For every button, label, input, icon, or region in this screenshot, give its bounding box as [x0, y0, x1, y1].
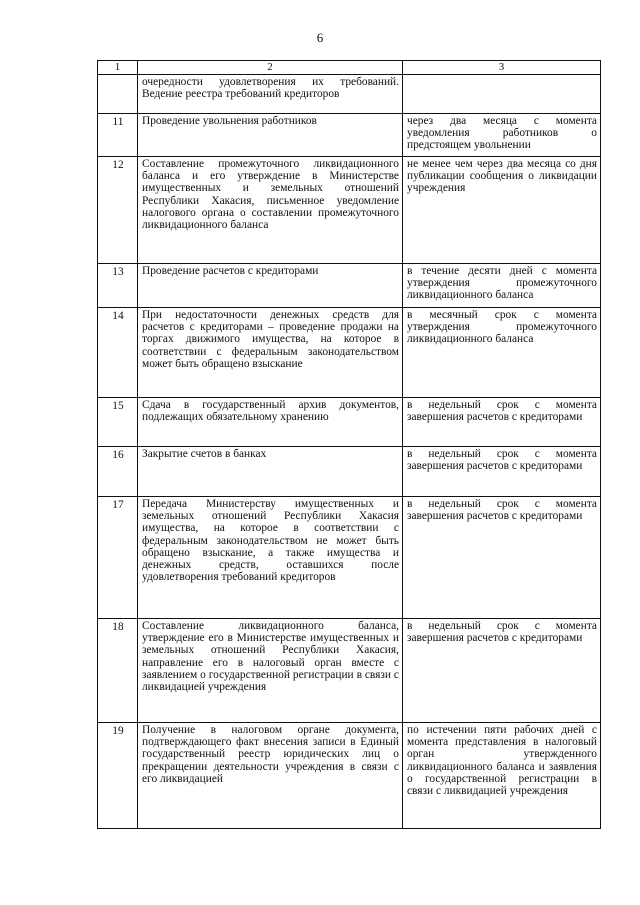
row-task: Проведение увольнения работников: [138, 114, 403, 157]
page-number: 6: [316, 30, 324, 45]
row-term: в недельный срок с момента завершения расчетов с кредиторами: [403, 497, 601, 619]
table-row: [98, 308, 601, 398]
row-number: 14: [98, 308, 138, 398]
row-term: в недельный срок с момента завершения расчетов с кредиторами: [403, 398, 601, 447]
header-col-2: 2: [138, 61, 403, 75]
row-number: [98, 75, 138, 114]
table-header-row: [98, 61, 601, 75]
row-task: Составление ликвидационного баланса, утверждение его в Министерстве имущественных и земельных отношений Республики Хакасия, направление его в налоговый орган вместе с заявлением о государственной регистрации в связи с ликвидацией учреждения: [138, 619, 403, 723]
table-row: [98, 398, 601, 447]
table-row: [98, 497, 601, 619]
liquidation-plan-table: [97, 60, 601, 829]
row-number: 19: [98, 723, 138, 829]
row-term: по истечении пяти рабочих дней с момента представления в налоговый орган утвержденного ликвидационного баланса и заявления о государственной регистрации в связи с ликвидацией учреждения: [403, 723, 601, 829]
row-task: очередности удовлетворения их требований. Ведение реестра требований кредиторов: [138, 75, 403, 114]
row-task: Сдача в государственный архив документов, подлежащих обязательному хранению: [138, 398, 403, 447]
row-number: 17: [98, 497, 138, 619]
row-term: в недельный срок с момента завершения расчетов с кредиторами: [403, 619, 601, 723]
row-term: в месячный срок с момента утверждения промежуточного ликвидационного баланса: [403, 308, 601, 398]
header-col-3: 3: [403, 61, 601, 75]
row-task: Получение в налоговом органе документа, подтверждающего факт внесения записи в Единый государственный реестр юридических лиц о прекращении деятельности учреждения в связи с его ликвидацией: [138, 723, 403, 829]
row-term: в недельный срок с момента завершения расчетов с кредиторами: [403, 447, 601, 497]
row-number: 16: [98, 447, 138, 497]
table-row: [98, 114, 601, 157]
table-row: [98, 723, 601, 829]
row-task: Передача Министерству имущественных и земельных отношений Республики Хакасия имущества, на которое в соответствии с федеральным законодательством не может быть обращено взыскание, а также имущества и денежных средств, оставшихся после удовлетворения требований кредиторов: [138, 497, 403, 619]
row-number: 18: [98, 619, 138, 723]
row-number: 12: [98, 157, 138, 264]
row-term: [403, 75, 601, 114]
row-task: Закрытие счетов в банках: [138, 447, 403, 497]
row-task: Проведение расчетов с кредиторами: [138, 264, 403, 308]
table-row: [98, 619, 601, 723]
row-term: не менее чем через два месяца со дня публикации сообщения о ликвидации учреждения: [403, 157, 601, 264]
table-row: [98, 157, 601, 264]
header-col-1: 1: [98, 61, 138, 75]
row-term: в течение десяти дней с момента утверждения промежуточного ликвидационного баланса: [403, 264, 601, 308]
table-row: [98, 447, 601, 497]
row-term: через два месяца с момента уведомления работников о предстоящем увольнении: [403, 114, 601, 157]
row-task: При недостаточности денежных средств для расчетов с кредиторами – проведение продажи на торгах движимого имущества, на которое в соответствии с федеральным законодательством может быть обращено взыскание: [138, 308, 403, 398]
row-task: Составление промежуточного ликвидационного баланса и его утверждение в Министерстве имущественных и земельных отношений Республики Хакасия, письменное уведомление налогового органа о составлении промежуточного ликвидационного баланса: [138, 157, 403, 264]
table-row: [98, 75, 601, 114]
row-number: 13: [98, 264, 138, 308]
row-number: 11: [98, 114, 138, 157]
row-number: 15: [98, 398, 138, 447]
table-row: [98, 264, 601, 308]
